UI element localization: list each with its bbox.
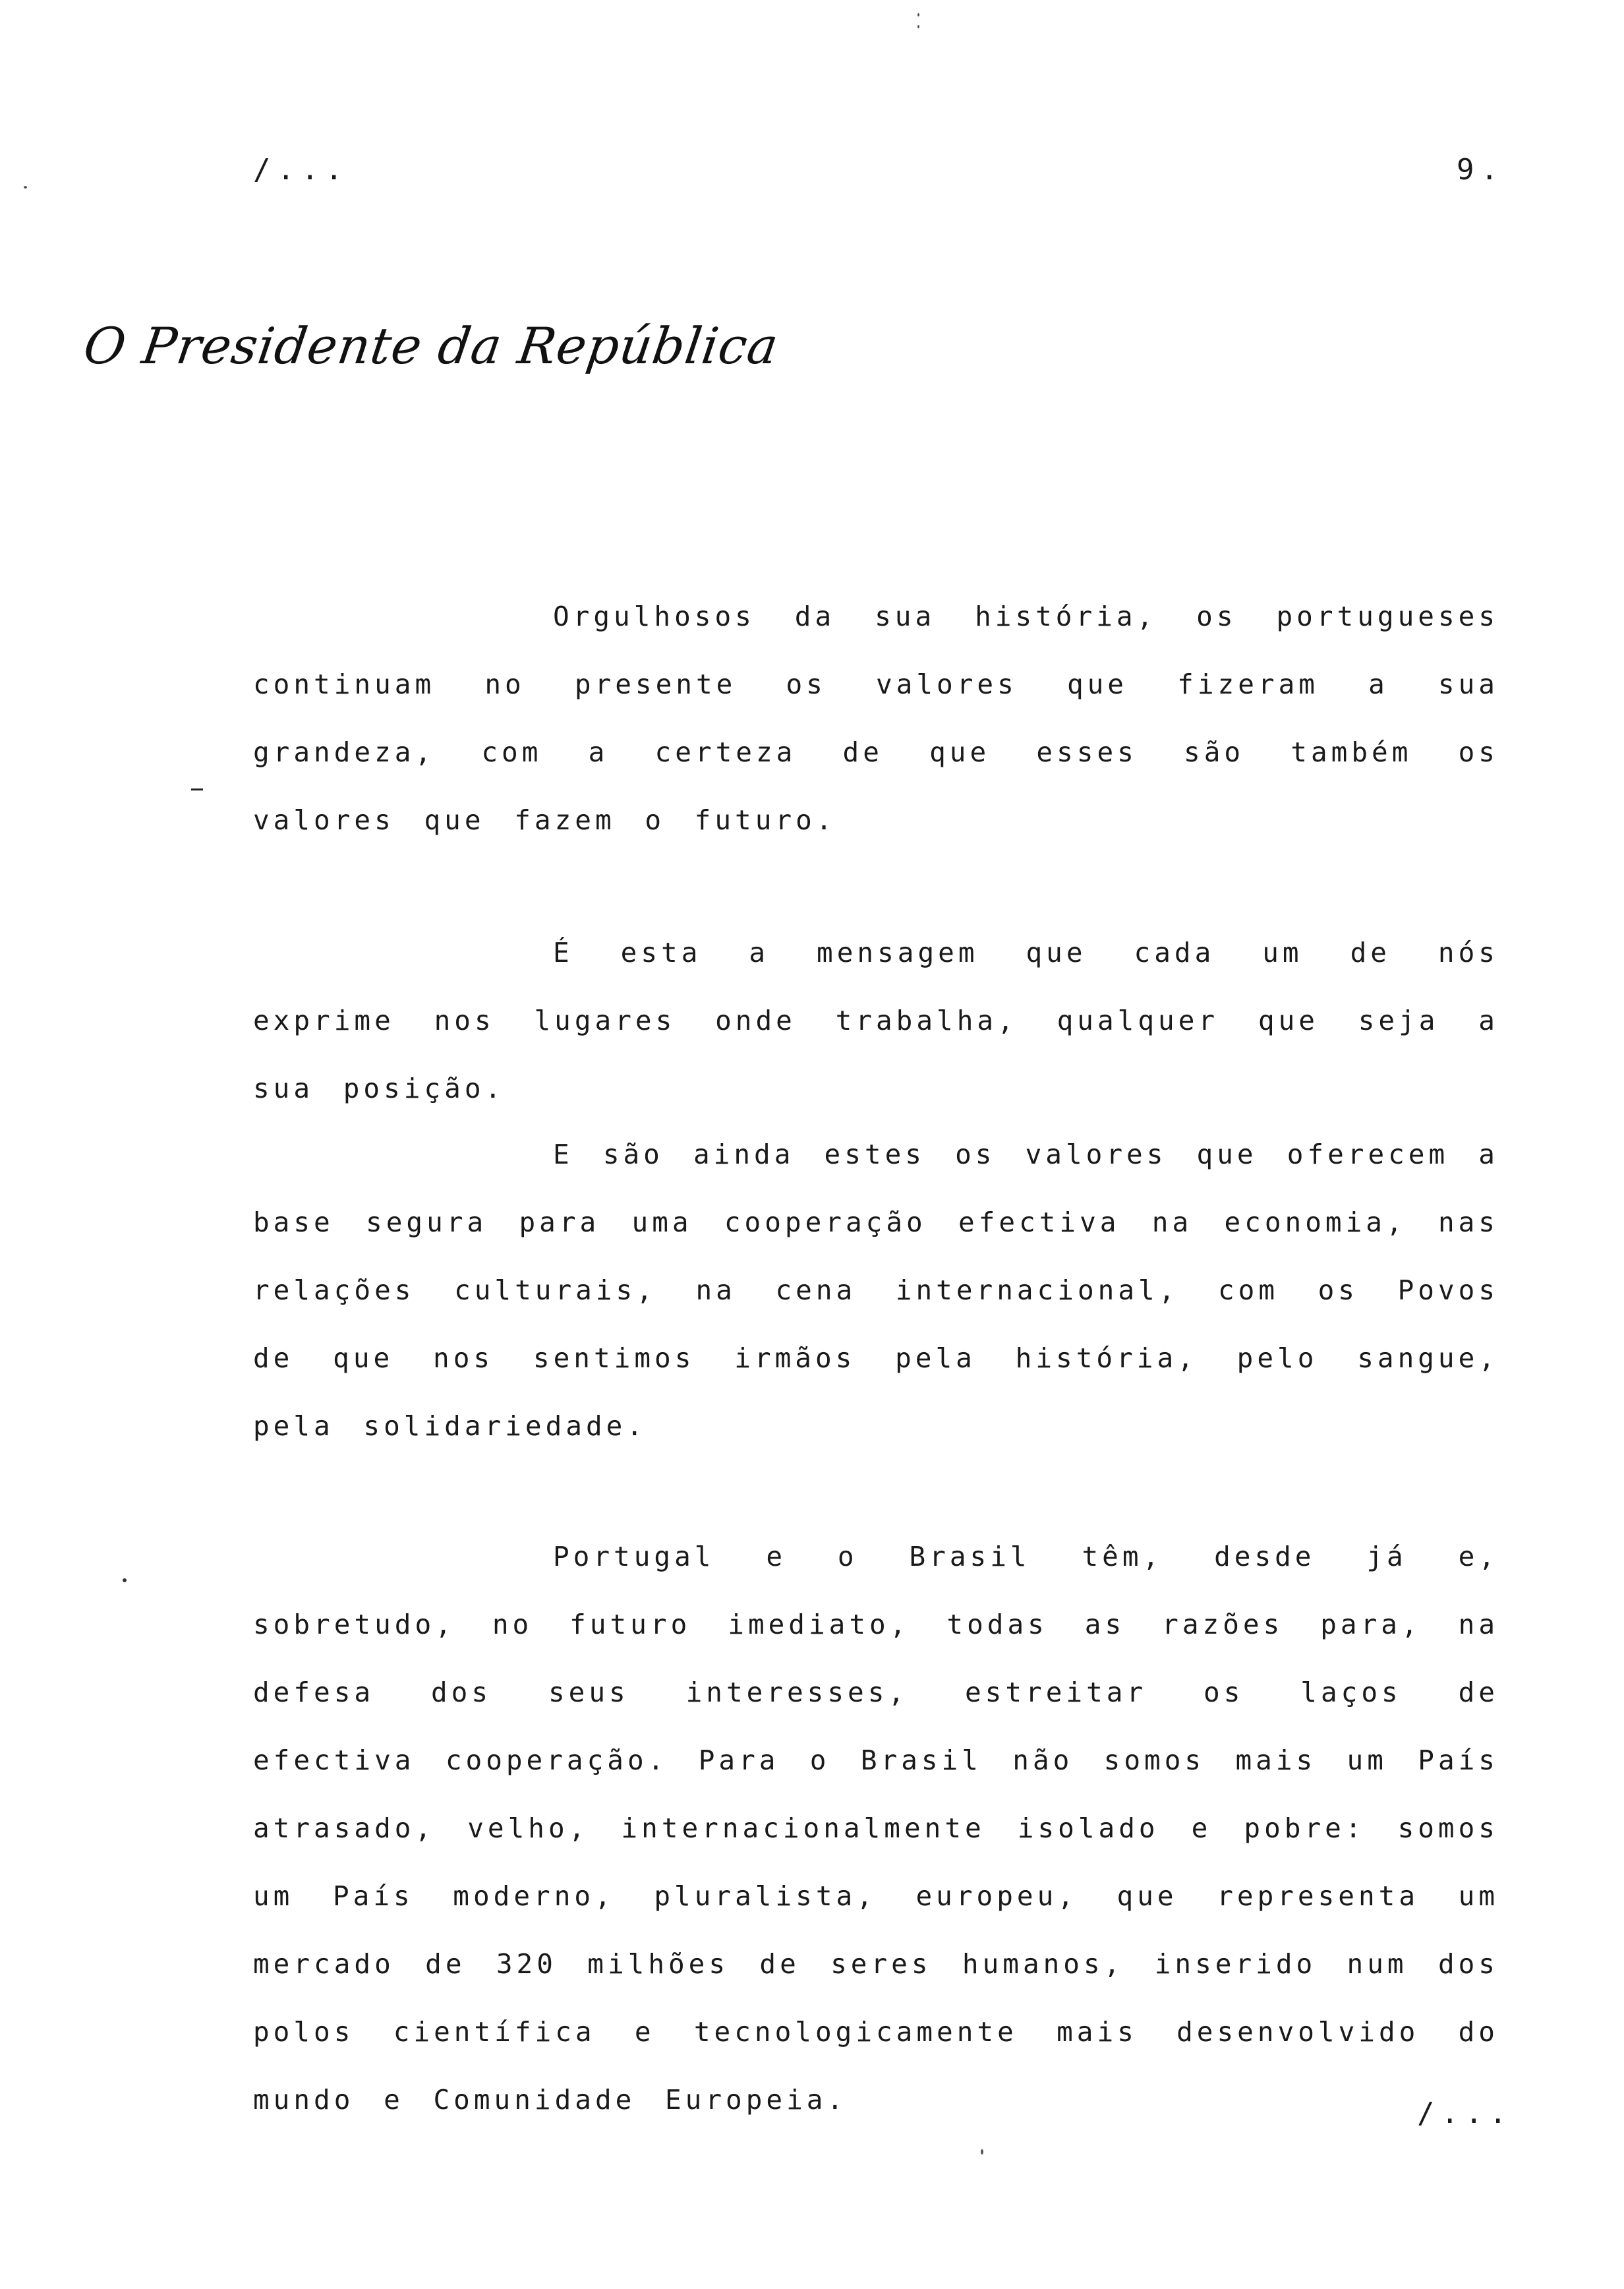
paragraph-1: Orgulhosos da sua história, os portugueses continuam no presente os valores que fizeram a sua grandeza, com a certeza de que esses são também os valores que fazem o futuro.: [253, 601, 1499, 836]
scan-speck: [123, 1578, 127, 1582]
scan-speck: [917, 25, 919, 28]
scan-speck: [917, 13, 919, 16]
paragraph-4: Portugal e o Brasil têm, desde já e, sobretudo, no futuro imediato, todas as razões para, na defesa dos seus interesses, estreitar os laços de efectiva cooperação. Para o Brasil não somos mais um País atrasado, velho, internacionalmente isolado e pobre: somos um País moderno, pluralista, europeu, que representa um mercado de 320 milhões de seres humanos, inserido num dos polos científica e tecnologicamente mais desenvolvido do mundo e Comunidade Europeia.: [253, 1541, 1499, 2116]
page-number: 9.: [1457, 153, 1505, 187]
scan-speck: [191, 788, 203, 790]
scan-speck: [24, 186, 27, 189]
footer-continuation-mark: /...: [1417, 2096, 1513, 2130]
letterhead-title: O Presidente da República: [80, 316, 782, 375]
paragraph-3: E são ainda estes os valores que oferecem a base segura para uma cooperação efectiva na economia, nas relações culturais, na cena internacional, com os Povos de que nos sentimos irmãos pela história, pelo sangue, pela solidariedade.: [253, 1139, 1499, 1442]
scan-speck: [981, 2149, 983, 2155]
paragraph-2: É esta a mensagem que cada um de nós exprime nos lugares onde trabalha, qualquer que seja a sua posição.: [253, 937, 1499, 1104]
header-continuation-mark: /...: [253, 153, 349, 187]
